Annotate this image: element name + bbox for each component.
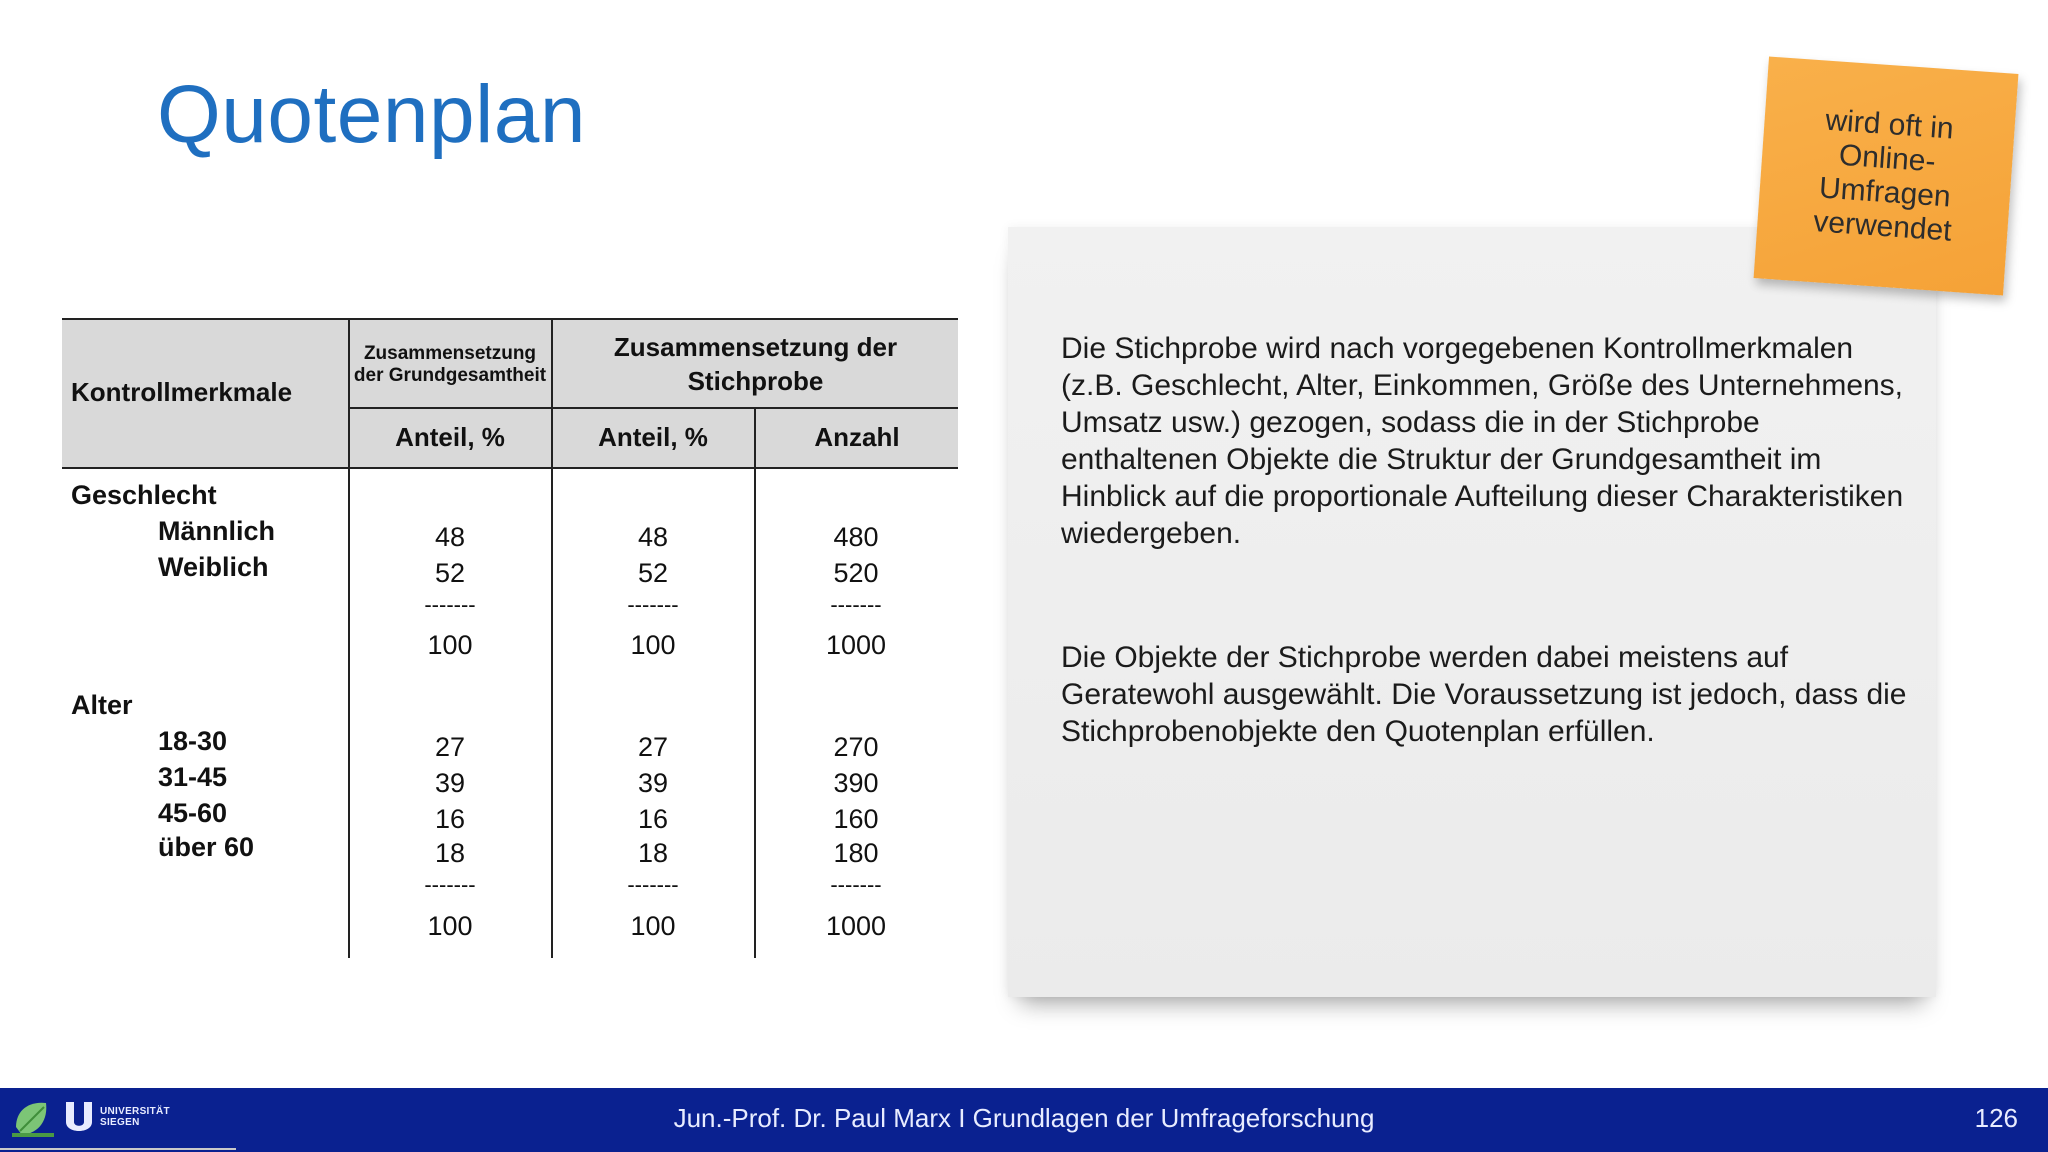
cell-value: 16 xyxy=(637,804,669,834)
cell-value: 52 xyxy=(637,558,669,588)
university-logo-text: UNIVERSITÄT SIEGEN xyxy=(100,1106,170,1128)
card-paragraph-2: Die Objekte der Stichprobe werden dabei meistens auf Geratewohl ausgewählt. Die Voraussetzung ist jedoch, dass die Stichprobenobjekte den Quotenplan erfüllen. xyxy=(1061,641,1907,748)
total-value: 1000 xyxy=(825,630,887,660)
quota-table xyxy=(62,318,958,958)
slide-title: Quotenplan xyxy=(157,69,587,160)
subheader-anzahl: Anzahl xyxy=(814,422,900,453)
row-label-weiblich: Weiblich xyxy=(158,552,269,582)
cell-value: 27 xyxy=(637,732,669,762)
cell-value: 48 xyxy=(434,522,466,552)
separator: ------- xyxy=(830,872,882,897)
header-grundgesamtheit: Zusammensetzung der Grundgesamtheit xyxy=(353,343,547,386)
group-label-geschlecht: Geschlecht xyxy=(71,480,217,510)
explanation-card xyxy=(1008,227,1936,997)
row-label-31-45: 31-45 xyxy=(158,762,228,792)
total-value: 100 xyxy=(427,630,473,660)
subheader-anteil-grundgesamtheit: Anteil, % xyxy=(395,422,505,453)
cell-value: 180 xyxy=(833,838,879,868)
sticky-note xyxy=(1754,57,2019,296)
row-label-45-60: 45-60 xyxy=(158,798,228,828)
footer-divider xyxy=(0,1148,236,1150)
row-label-ueber-60: über 60 xyxy=(158,832,255,862)
subheader-anteil-stichprobe: Anteil, % xyxy=(598,422,708,453)
cell-value: 520 xyxy=(833,558,879,588)
header-stichprobe: Zusammensetzung der Stichprobe xyxy=(613,332,898,396)
cell-value: 39 xyxy=(637,768,669,798)
separator: ------- xyxy=(830,592,882,617)
cell-value: 39 xyxy=(434,768,466,798)
sticky-note-text: wird oft in Online-Umfragen verwendet xyxy=(1812,103,1955,248)
cell-value: 48 xyxy=(637,522,669,552)
cell-value: 18 xyxy=(637,838,669,868)
cell-value: 27 xyxy=(434,732,466,762)
total-value: 100 xyxy=(630,911,676,941)
cell-value: 160 xyxy=(833,804,879,834)
cell-value: 480 xyxy=(833,522,879,552)
cell-value: 16 xyxy=(434,804,466,834)
page-number: 126 xyxy=(1974,1103,2018,1133)
cell-value: 390 xyxy=(833,768,879,798)
card-paragraph-1: Die Stichprobe wird nach vorgegebenen Kontrollmerkmalen (z.B. Geschlecht, Alter, Einkommen, Größe des Unternehmens, Umsatz usw.) gezogen, sodass die in der Stichprobe enthaltenen Objekte die Struktur der Grundgesamtheit im Hinblick auf die proportionale Aufteilung dieser Charakteristiken wiedergeben. xyxy=(1061,332,1904,550)
cell-value: 18 xyxy=(434,838,466,868)
header-kontrollmerkmale: Kontrollmerkmale xyxy=(71,377,293,408)
separator: ------- xyxy=(627,872,679,897)
separator: ------- xyxy=(627,592,679,617)
group-label-alter: Alter xyxy=(71,690,133,720)
separator: ------- xyxy=(424,592,476,617)
separator: ------- xyxy=(424,872,476,897)
row-label-18-30: 18-30 xyxy=(158,726,228,756)
total-value: 1000 xyxy=(825,911,887,941)
table-col-divider-3 xyxy=(754,407,756,958)
cell-value: 52 xyxy=(434,558,466,588)
footer-bar xyxy=(0,1088,2048,1152)
row-label-maennlich: Männlich xyxy=(158,516,276,546)
cell-value: 270 xyxy=(833,732,879,762)
total-value: 100 xyxy=(427,911,473,941)
footer-text: Jun.-Prof. Dr. Paul Marx I Grundlagen der Umfrageforschung xyxy=(673,1103,1375,1133)
total-value: 100 xyxy=(630,630,676,660)
